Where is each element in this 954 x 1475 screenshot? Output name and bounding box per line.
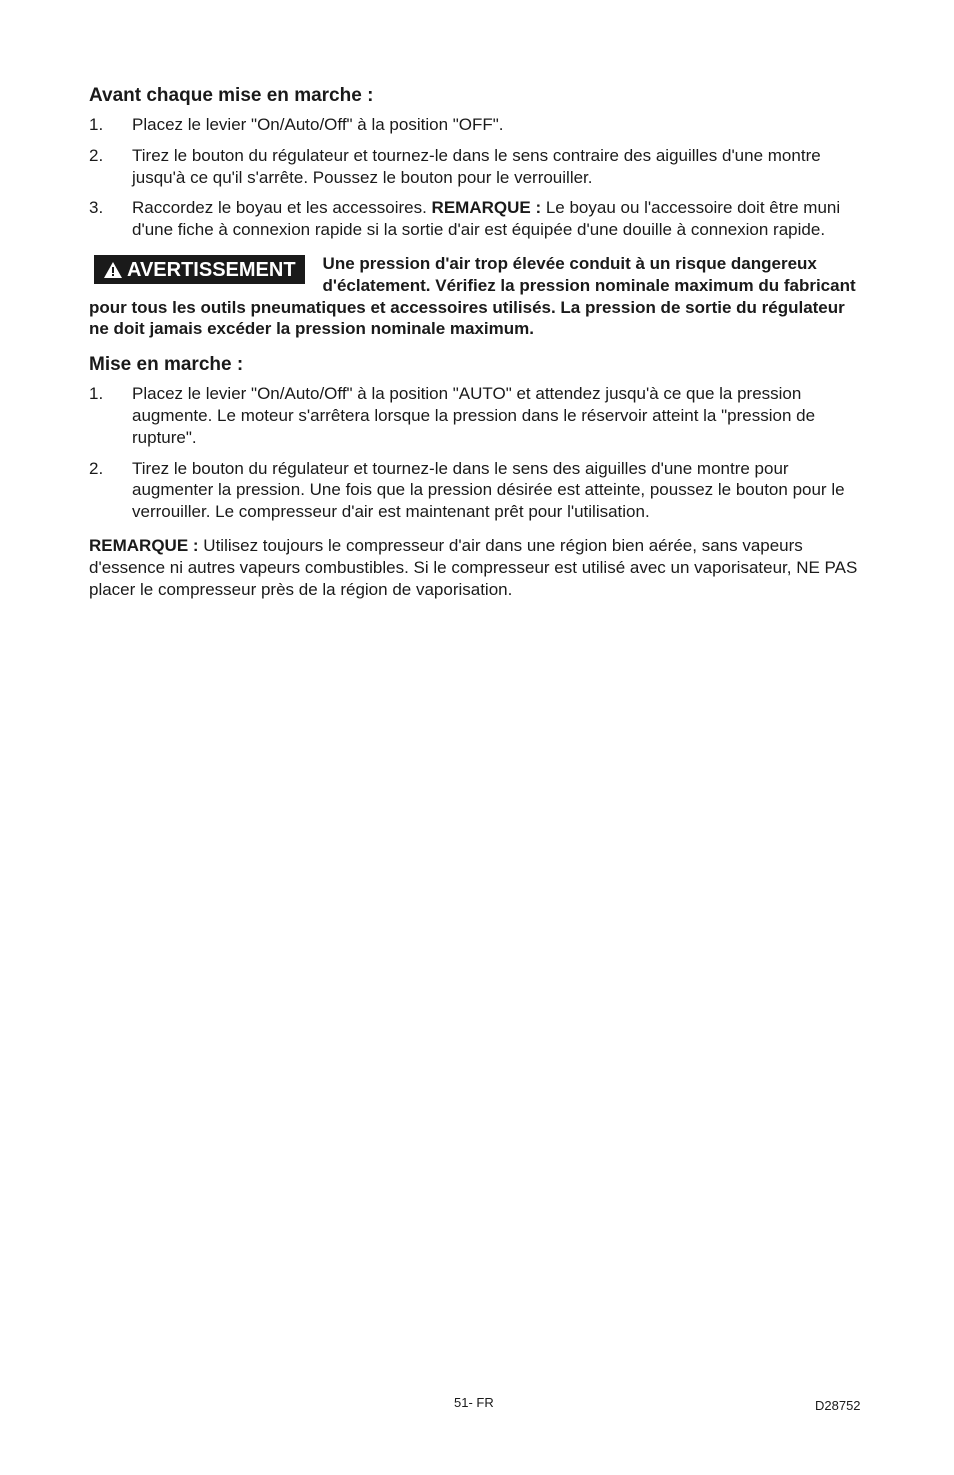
step-text	[132, 197, 867, 241]
warning-triangle-icon	[103, 261, 123, 279]
section-heading-before-start: Avant chaque mise en marche :	[89, 85, 374, 106]
list-item	[89, 114, 867, 136]
list-item	[89, 197, 867, 241]
note-text: Utilisez toujours le compresseur d'air dans une région bien aérée, sans vapeurs d'essence ni autres vapeurs combustibles. Si le compresseur est utilisé avec un vaporisateur, NE PAS placer le compresseur près de la région de vaporisation.	[89, 535, 858, 599]
step-number: 1.	[89, 115, 104, 134]
steps-list-start	[89, 383, 867, 523]
warning-label: AVERTISSEMENT	[127, 258, 296, 281]
list-item	[89, 458, 867, 523]
step-text: Placez le levier "On/Auto/Off" à la position "AUTO" et attendez jusqu'à ce que la pression augmente. Le moteur s'arrêtera lorsque la pression dans le réservoir atteint la "pression de rupture".	[132, 384, 816, 447]
step-text-part: Le boyau ou l'accessoire doit être muni d'une fiche à connexion rapide si la sortie d'air est équipée d'une douille à connexion rapide.	[132, 198, 841, 240]
note-label: REMARQUE :	[89, 535, 199, 555]
step-number: 3.	[89, 198, 104, 218]
warning-badge	[94, 255, 305, 284]
step-text: Tirez le bouton du régulateur et tournez-le dans le sens contraire des aiguilles d'une montre jusqu'à ce qu'il s'arrête. Poussez le bouton pour le verrouiller.	[132, 145, 821, 187]
document-code: D28752	[815, 1398, 861, 1413]
step-number: 2.	[89, 145, 104, 165]
warning-text: Une pression d'air trop élevée conduit à un risque dangereux d'éclatement. Vérifiez la pression nominale maximum du fabricant pour tous les outils pneumatiques et accessoires utilisés. La pression de sortie du régulateur ne doit jamais excéder la pression nominale maximum.	[89, 253, 856, 339]
step-text: Placez le levier "On/Auto/Off" à la position "OFF".	[132, 115, 504, 134]
page-content	[89, 84, 867, 617]
list-item	[89, 383, 867, 448]
note-label: REMARQUE :	[431, 198, 542, 218]
note-paragraph	[89, 535, 867, 600]
step-text-part: Raccordez le boyau et les accessoires.	[132, 198, 432, 218]
step-text: Tirez le bouton du régulateur et tournez-le dans le sens des aiguilles d'une montre pour augmenter la pression. Une fois que la pression désirée est atteinte, poussez le bouton pour le verrouiller. Le compresseur d'air est maintenant prêt pour l'utilisation.	[132, 458, 845, 522]
list-item	[89, 145, 867, 189]
section-heading-start: Mise en marche :	[89, 354, 244, 376]
step-number: 1.	[89, 384, 104, 404]
step-number: 2.	[89, 458, 104, 478]
warning-block	[89, 253, 867, 340]
steps-list-before-start	[89, 114, 867, 241]
page-number: 51- FR	[454, 1395, 494, 1410]
